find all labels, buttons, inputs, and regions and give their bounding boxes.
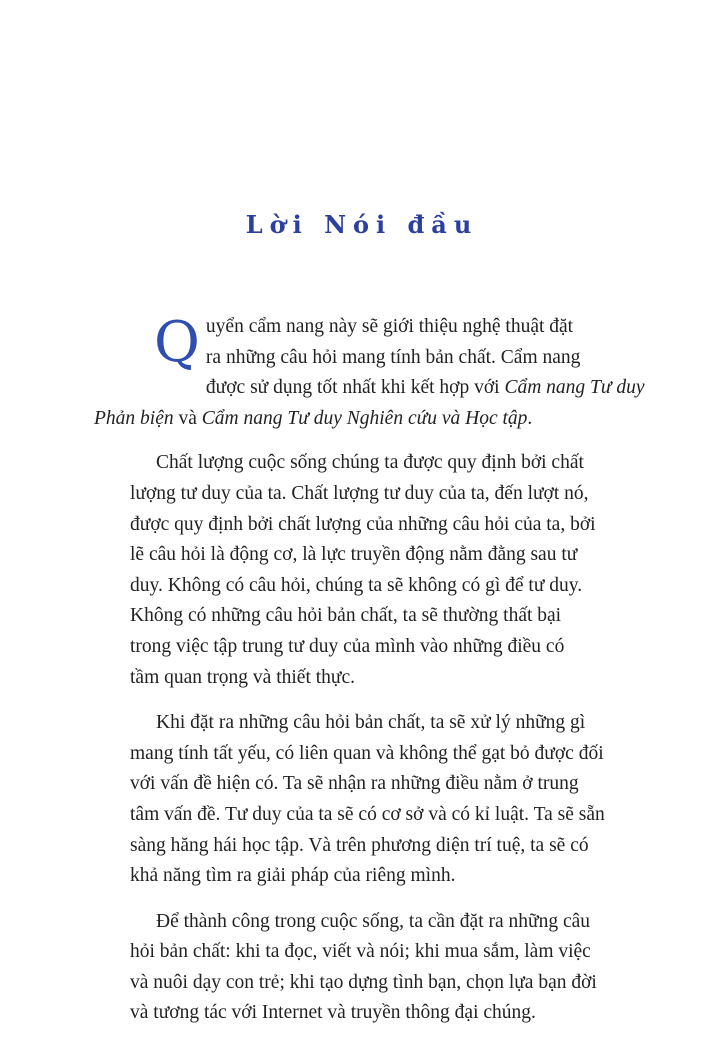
text-line: lẽ câu hỏi là động cơ, là lực truyền động nằm đằng sau tư [130, 544, 578, 566]
text-line: Khi đặt ra những câu hỏi bản chất, ta sẽ xử lý những gì [156, 712, 586, 734]
text-line: và tương tác với Internet và truyền thông đại chúng. [130, 1002, 536, 1024]
text-line: mang tính tất yếu, có liên quan và không thể gạt bỏ được đối [130, 742, 604, 764]
paragraph-1 [94, 310, 645, 434]
paragraph-2 [130, 448, 596, 693]
text-line: tâm vấn đề. Tư duy của ta sẽ có cơ sở và có kỉ luật. Ta sẽ sẵn [130, 803, 605, 825]
text-line: với vấn đề hiện có. Ta sẽ nhận ra những điều nằm ở trung [130, 773, 579, 795]
chapter-title: Lời Nói đầu [245, 210, 479, 239]
text-line: và nuôi dạy con trẻ; khi tạo dựng tình bạn, chọn lựa bạn đời [130, 971, 597, 993]
text-line [94, 373, 645, 404]
text-line [94, 404, 596, 435]
text-line: lượng tư duy của ta. Chất lượng tư duy của ta, đến lượt nó, [130, 482, 589, 504]
paragraph-4 [130, 907, 596, 1029]
italic-title: Cẩm nang Tư duy [504, 377, 645, 399]
text-line: tầm quan trọng và thiết thực. [130, 666, 356, 688]
paragraph-3 [130, 708, 605, 892]
text-run: . [527, 407, 533, 429]
text-line: Để thành công trong cuộc sống, ta cần đặt ra những câu [156, 910, 591, 932]
text-line: Không có những câu hỏi bản chất, ta sẽ thường thất bại [130, 605, 562, 627]
italic-title: Phản biện [94, 407, 174, 429]
preface-body [94, 310, 645, 1044]
text-run: và [173, 407, 202, 429]
italic-title: Cẩm nang Tư duy Nghiên cứu và Học tập [201, 407, 528, 429]
text-line: uyển cẩm nang này sẽ giới thiệu nghệ thuật đặt [205, 316, 574, 337]
text-line: được quy định bởi chất lượng của những câu hỏi của ta, bởi [130, 513, 596, 535]
text-line: sàng hăng hái học tập. Và trên phương diện trí tuệ, ta sẽ có [130, 834, 589, 856]
text-line: Chất lượng cuộc sống chúng ta được quy định bởi chất [156, 452, 584, 474]
text-line: khả năng tìm ra giải pháp của riêng mình. [130, 865, 456, 887]
text-run: được sử dụng tốt nhất khi kết hợp với [205, 377, 505, 399]
text-line: trong việc tập trung tư duy của mình vào những điều có [130, 635, 565, 657]
drop-cap: Q [154, 310, 200, 375]
text-line: duy. Không có câu hỏi, chúng ta sẽ không có gì để tư duy. [130, 574, 583, 596]
text-line: hỏi bản chất: khi ta đọc, viết và nói; khi mua sắm, làm việc [130, 941, 591, 963]
text-line: ra những câu hỏi mang tính bản chất. Cẩm nang [205, 346, 581, 368]
